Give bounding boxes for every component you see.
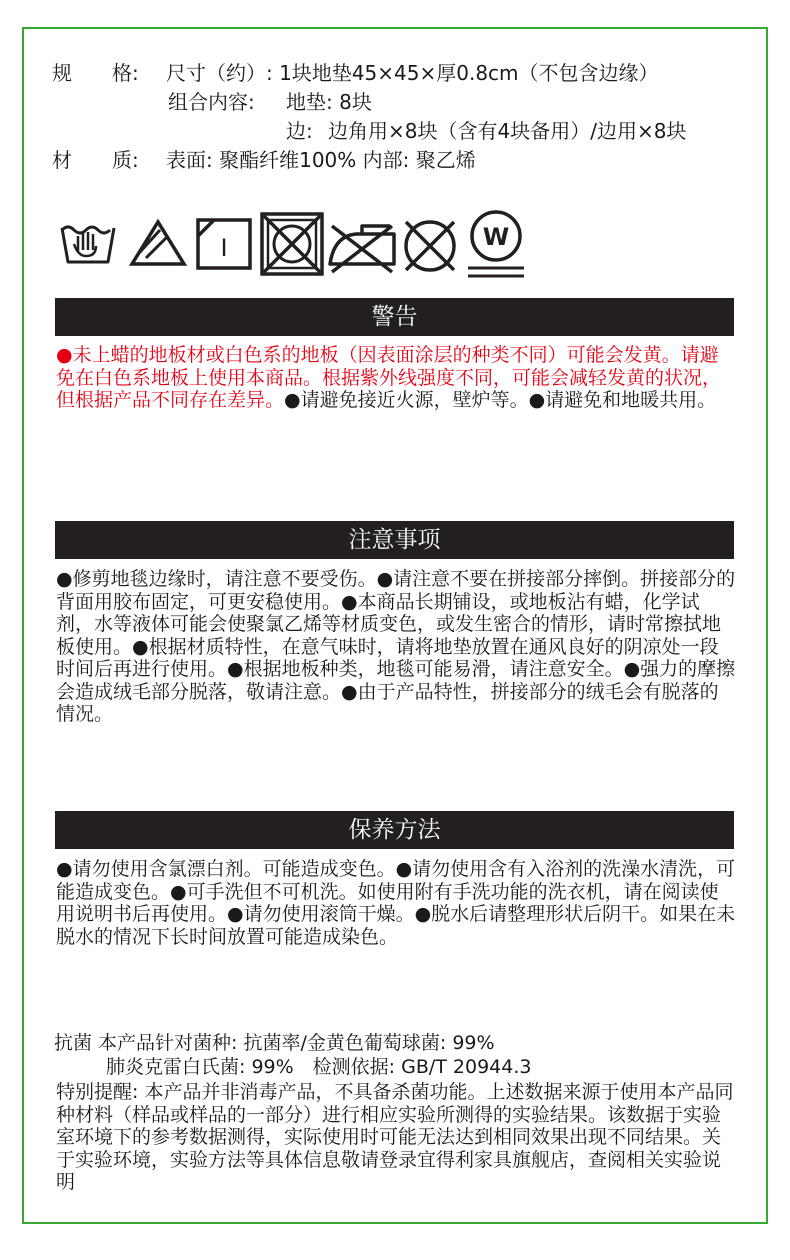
warning-red-text: ●未上蜡的地板材或白色系的地板（因表面涂层的种类不同）可能会发黄。请避免在白色系地板上使用本商品。根据紫外线强度不同，可能会减轻发黄的状况，但根据产品不同存在差异。 [56, 344, 722, 411]
care-title-bar [55, 811, 734, 849]
spec-content-value: 地垫: 8块 [286, 90, 372, 114]
care-symbols [56, 206, 536, 282]
wet-clean-letter: W [482, 223, 510, 251]
spec-size-value: 尺寸（约）: 1块地垫45×45×厚0.8cm（不包含边缘） [166, 61, 659, 85]
spec-size-label: 规 格: [52, 61, 139, 85]
warning-title-bar [55, 298, 734, 336]
antibacterial-notice: 特别提醒: 本产品并非消毒产品，不具备杀菌功能。上述数据来源于使用本产品同种材料（样品或样品的一部分）进行相应实验所测得的实验结果。该数据于实验室环境下的参考数据测得，实际使用时可能无法达到相同效果出现不同结果。关于实验环境，实验方法等具体信息敬请登录宜得利家具旗舰店，查阅相关实验说明 [56, 1081, 734, 1193]
notes-title-bar [55, 521, 734, 559]
no-iron-icon [330, 226, 394, 272]
hand-wash-icon [62, 227, 114, 262]
warning-black-text: ●请避免接近火源，壁炉等。●请避免和地暖共用。 [284, 389, 717, 411]
warning-text [56, 344, 736, 412]
no-bleach-icon [132, 222, 184, 264]
spec-edge-label: 边: [286, 119, 313, 143]
antibacterial-line1: 抗菌 本产品针对菌种: 抗菌率/金黄色葡萄球菌: 99% [54, 1032, 495, 1054]
spec-edge-value: 边角用×8块（含有4块备用）/边用×8块 [328, 119, 687, 143]
care-title: 保养方法 [348, 817, 441, 843]
spec-content-label: 组合内容: [168, 90, 255, 114]
notes-text: ●修剪地毯边缘时，请注意不要受伤。●请注意不要在拼接部分摔倒。拼接部分的背面用胶布固定，可更安稳使用。●本商品长期铺设，或地板沾有蜡，化学试剂，水等液体可能会使聚氯乙烯等材质变色，或发生密合的情形，请时常擦拭地板使用。●根据材质特性，在意气味时，请将地垫放置在通风良好的阴凉处一段时间后再进行使用。●根据地板种类，地毯可能易滑，请注意安全。●强力的摩擦会造成绒毛部分脱落，敬请注意。●由于产品特性，拼接部分的绒毛会有脱落的情况。 [56, 568, 736, 725]
care-text: ●请勿使用含氯漂白剂。可能造成变色。●请勿使用含有入浴剂的洗澡水清洗，可能造成变色。●可手洗但不可机洗。如使用附有手洗功能的洗衣机，请在阅读使用说明书后再使用。●请勿使用滚筒干燥。●脱水后请整理形状后阴干。如果在未脱水的情况下长时间放置可能造成染色。 [56, 858, 736, 948]
antibacterial-line2: 肺炎克雷白氏菌: 99% 检测依据: GB/T 20944.3 [106, 1056, 532, 1078]
spec-material-label: 材 质: [52, 148, 139, 172]
warning-title: 警告 [371, 304, 418, 330]
no-tumble-dry-icon [262, 214, 322, 274]
no-dry-clean-icon [406, 222, 454, 270]
spec-material-value: 表面: 聚酯纤维100% 内部: 聚乙烯 [166, 148, 476, 172]
drip-dry-letter: I [220, 234, 228, 262]
notes-title: 注意事项 [348, 527, 441, 553]
